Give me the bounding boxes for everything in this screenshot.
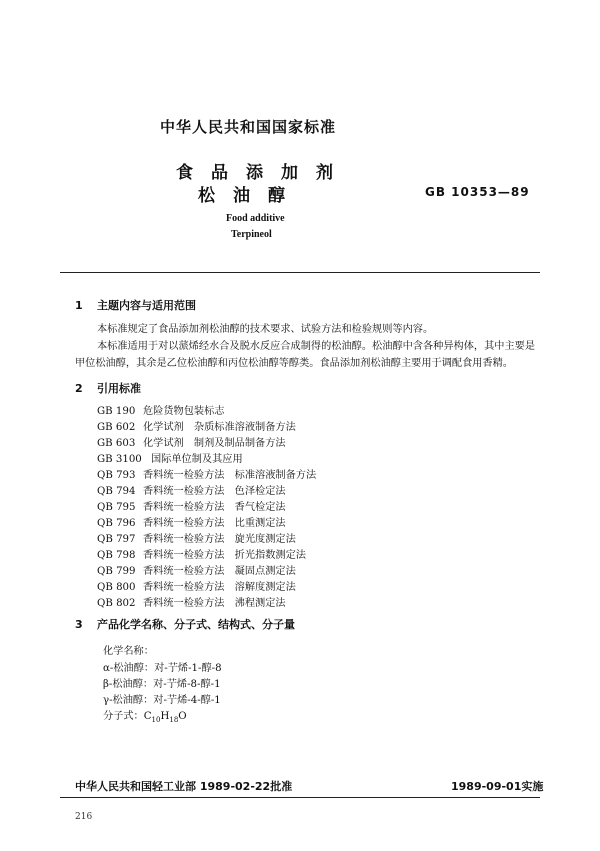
reference-code: QB 800	[97, 582, 136, 593]
section-1-paragraph-2-line-2: 甲位松油醇，其余是乙位松油醇和丙位松油醇等醇类。食品添加剂松油醇主要用于调配食用香精。	[75, 358, 514, 369]
section-title: 引用标准	[97, 382, 141, 395]
header-divider	[60, 272, 540, 273]
reference-item	[97, 450, 243, 465]
reference-title: 香料统一检验方法 沸程测定法	[143, 598, 286, 609]
footer-divider	[60, 797, 540, 798]
reference-title: 香料统一检验方法 折光指数测定法	[143, 550, 306, 561]
formula-hydrogen: H	[160, 711, 170, 722]
reference-title: 危险货物包装标志	[143, 406, 225, 417]
reference-title: 香料统一检验方法 凝固点测定法	[143, 566, 296, 577]
reference-item	[97, 402, 225, 417]
section-title: 主题内容与适用范围	[97, 299, 196, 312]
section-3-heading	[75, 616, 295, 632]
implementation-date: 1989-09-01实施	[451, 780, 544, 793]
reference-code: GB 602	[97, 422, 136, 433]
formula-oxygen: O	[178, 711, 187, 722]
reference-code: QB 795	[97, 502, 136, 513]
reference-code: QB 794	[97, 486, 136, 497]
reference-code: QB 798	[97, 550, 136, 561]
section-number: 3	[75, 618, 83, 631]
reference-code: QB 796	[97, 518, 136, 529]
english-category: Food additive	[226, 213, 285, 224]
reference-title: 化学试剂 杂质标准溶液制备方法	[143, 422, 296, 433]
reference-title: 香料统一检验方法 比重测定法	[143, 518, 286, 529]
section-1-paragraph-1: 本标准规定了食品添加剂松油醇的技术要求、试验方法和检验规则等内容。	[97, 324, 434, 335]
reference-title: 化学试剂 制剂及制品制备方法	[143, 438, 286, 449]
section-2-heading	[75, 380, 141, 396]
section-1-heading	[75, 297, 196, 313]
reference-item	[97, 434, 286, 449]
reference-item	[97, 562, 296, 577]
formula-carbon-count: 10	[151, 716, 161, 725]
formula-hydrogen-count: 18	[169, 716, 179, 725]
reference-code: GB 603	[97, 438, 136, 449]
section-title: 产品化学名称、分子式、结构式、分子量	[97, 618, 295, 631]
reference-item	[97, 578, 296, 593]
reference-code: GB 190	[97, 406, 136, 417]
reference-item	[97, 466, 316, 481]
molecular-formula	[103, 707, 187, 724]
page-number: 216	[75, 812, 93, 822]
reference-title: 香料统一检验方法 色泽检定法	[143, 486, 286, 497]
reference-item	[97, 546, 306, 561]
alpha-terpineol-name: α-松油醇：对-艼烯-1-醇-8	[103, 663, 222, 674]
formula-label: 分子式：	[103, 711, 144, 722]
reference-code: QB 802	[97, 598, 136, 609]
reference-title: 香料统一检验方法 溶解度测定法	[143, 582, 296, 593]
reference-item	[97, 498, 286, 513]
section-1-paragraph-2-line-1: 本标准适用于对以蒎烯经水合及脱水反应合成制得的松油醇。松油醇中含各种异构体，其中主要是	[97, 341, 536, 352]
formula-carbon: C	[143, 711, 152, 722]
english-product: Terpineol	[231, 229, 272, 240]
beta-terpineol-name: β-松油醇：对-艼烯-8-醇-1	[103, 679, 221, 690]
reference-code: GB 3100	[97, 454, 142, 465]
section-number: 1	[75, 299, 83, 312]
reference-item	[97, 530, 296, 545]
reference-code: QB 799	[97, 566, 136, 577]
reference-title: 香料统一检验方法 标准溶液制备方法	[143, 470, 317, 481]
reference-item	[97, 418, 296, 433]
section-number: 2	[75, 382, 83, 395]
reference-title: 香料统一检验方法 香气检定法	[143, 502, 286, 513]
chemical-name-label: 化学名称：	[103, 646, 154, 657]
reference-code: QB 797	[97, 534, 136, 545]
category-title: 食品添加剂	[176, 163, 351, 183]
reference-code: QB 793	[97, 470, 136, 481]
reference-title: 香料统一检验方法 旋光度测定法	[143, 534, 296, 545]
reference-title: 国际单位制及其应用	[151, 454, 243, 465]
reference-item	[97, 514, 286, 529]
standard-title: 中华人民共和国国家标准	[160, 118, 337, 136]
standard-code: GB 10353—89	[425, 185, 530, 199]
product-title: 松油醇	[198, 186, 303, 206]
approval-statement: 中华人民共和国轻工业部 1989-02-22批准	[75, 780, 293, 793]
reference-item	[97, 594, 286, 609]
gamma-terpineol-name: γ-松油醇：对-艼烯-4-醇-1	[103, 695, 221, 706]
reference-item	[97, 482, 286, 497]
